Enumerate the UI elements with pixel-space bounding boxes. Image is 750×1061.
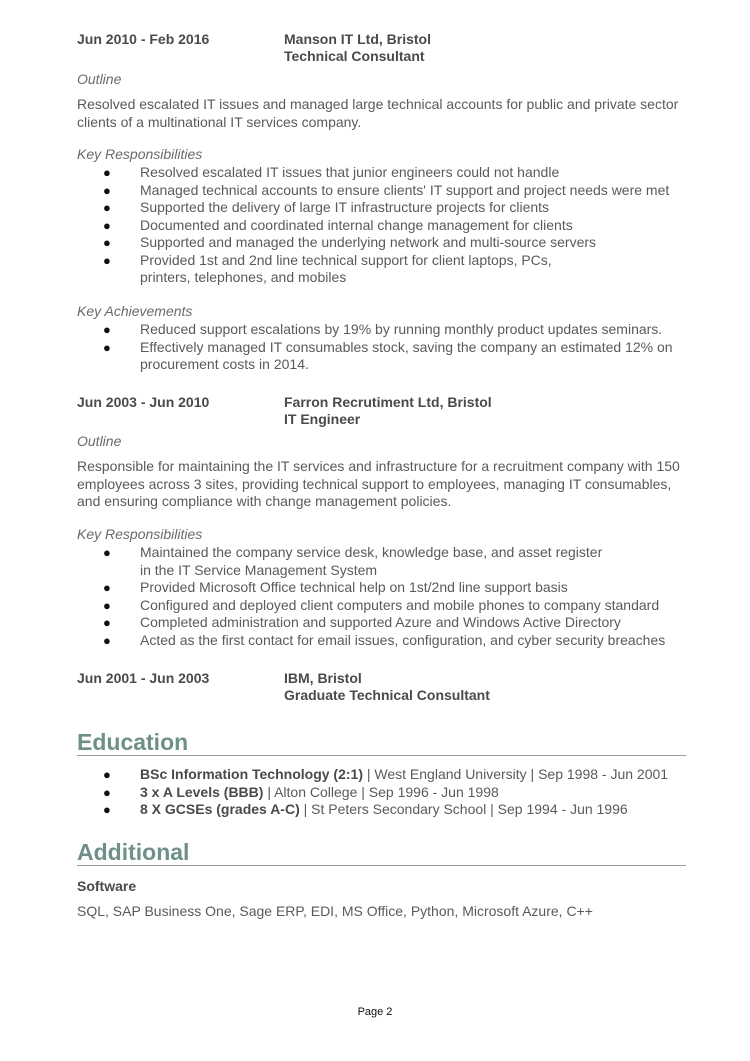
list-item: ● Completed administration and supported Azure and Windows Active Directory <box>103 614 621 630</box>
job-title: IT Engineer <box>284 411 361 427</box>
education-list <box>77 766 697 819</box>
page-number: Page 2 <box>357 1006 393 1018</box>
software-label: Software <box>77 878 137 894</box>
job-title: Technical Consultant <box>284 48 425 64</box>
qualification-details: | Alton College | Sep 1996 - Jun 1998 <box>263 783 499 800</box>
qualification-details: | West England University | Sep 1998 - Jun 2001 <box>362 766 669 782</box>
responsibilities-list <box>77 164 677 287</box>
list-item: ● Acted as the first contact for email issues, configuration, and cyber security breaches <box>103 631 666 648</box>
achievements-label: Key Achievements <box>77 303 193 319</box>
achievements-list <box>77 321 677 374</box>
list-item: ● Configured and deployed client computers and mobile phones to company standard <box>103 596 660 613</box>
list-item: ● Effectively managed IT consumables stock, saving the company an estimated 12% on procurement costs in 2014. <box>103 338 673 372</box>
bullet-icon: ● <box>103 339 111 355</box>
job-dates: Jun 2001 - Jun 2003 <box>77 670 210 686</box>
qualification: 3 x A Levels (BBB) <box>140 783 264 800</box>
bullet-icon: ● <box>103 632 111 648</box>
list-item: ● Provided Microsoft Office technical help on 1st/2nd line support basis <box>103 579 568 595</box>
job-dates: Jun 2003 - Jun 2010 <box>77 394 210 410</box>
bullet-icon: ● <box>103 217 111 233</box>
qualification: 8 X GCSEs (grades A-C) <box>140 801 300 817</box>
bullet-icon: ● <box>103 615 111 630</box>
job-outline: Responsible for maintaining the IT services and infrastructure for a recruitment company with 150 employees across 3 sites, providing technical support to employees, managing IT consumables, and ensuring compliance with change management policies. <box>77 458 680 509</box>
software-list: SQL, SAP Business One, Sage ERP, EDI, MS Office, Python, Microsoft Azure, C++ <box>77 903 593 919</box>
list-item: ● Provided 1st and 2nd line technical support for client laptops, PCs, printers, telephones, and mobiles <box>103 251 552 285</box>
job-company: Farron Recrutiment Ltd, Bristol <box>284 394 492 410</box>
list-item <box>77 784 697 802</box>
list-item: ● Resolved escalated IT issues that junior engineers could not handle <box>103 164 560 180</box>
section-heading-education: Education <box>77 729 686 756</box>
qualification-details: | St Peters Secondary School | Sep 1994 - Jun 1996 <box>299 801 628 817</box>
bullet-icon: ● <box>103 597 111 613</box>
bullet-icon: ● <box>103 767 111 782</box>
list-item: ● Supported the delivery of large IT infrastructure projects for clients <box>103 199 550 215</box>
bullet-icon: ● <box>103 165 111 180</box>
responsibilities-list <box>77 544 677 649</box>
responsibilities-label: Key Responsibilities <box>77 146 203 162</box>
bullet-icon: ● <box>103 200 111 215</box>
bullet-icon: ● <box>103 802 111 817</box>
bullet-icon: ● <box>103 235 111 250</box>
bullet-icon: ● <box>103 580 111 595</box>
job-dates: Jun 2010 - Feb 2016 <box>77 31 210 47</box>
job-title: Graduate Technical Consultant <box>284 687 490 703</box>
bullet-icon: ● <box>103 252 111 268</box>
responsibilities-label: Key Responsibilities <box>77 526 203 542</box>
bullet-icon: ● <box>103 322 111 337</box>
outline-label: Outline <box>77 71 122 87</box>
section-heading-additional: Additional <box>77 839 686 866</box>
list-item: ● Supported and managed the underlying network and multi-source servers <box>103 234 597 250</box>
bullet-icon: ● <box>103 784 111 800</box>
list-item: ● Maintained the company service desk, knowledge base, and asset register in the IT Service Management System <box>103 544 603 578</box>
list-item: ● Documented and coordinated internal change management for clients <box>103 216 573 233</box>
job-company: Manson IT Ltd, Bristol <box>284 31 431 47</box>
list-item <box>77 801 697 819</box>
qualification: BSc Information Technology (2:1) <box>140 766 363 782</box>
list-item <box>77 766 697 784</box>
job-outline: Resolved escalated IT issues and managed large technical accounts for public and private sector clients of a multinational IT services company. <box>77 96 679 130</box>
list-item: ● Managed technical accounts to ensure clients' IT support and project needs were met <box>103 181 670 198</box>
job-company: IBM, Bristol <box>284 670 362 686</box>
outline-label: Outline <box>77 433 122 449</box>
bullet-icon: ● <box>103 545 111 560</box>
list-item: ● Reduced support escalations by 19% by running monthly product updates seminars. <box>103 321 663 337</box>
bullet-icon: ● <box>103 182 111 198</box>
